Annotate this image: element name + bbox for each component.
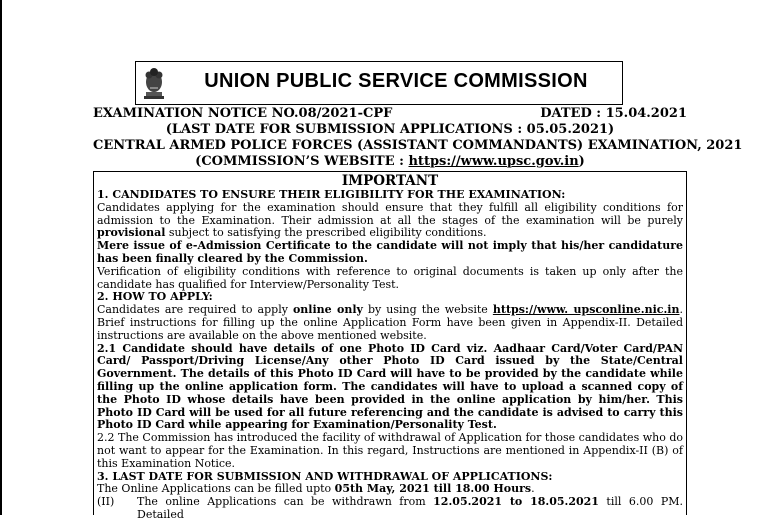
section-2-heading: 2. HOW TO APPLY: (97, 290, 213, 304)
important-section (93, 171, 687, 521)
important-title: IMPORTANT (341, 173, 439, 189)
website-line (93, 154, 687, 170)
commission-banner (135, 61, 623, 105)
state-emblem-icon (142, 65, 166, 101)
upsconline-link[interactable]: https://www. upsconline.nic.in (492, 303, 680, 317)
website-close: ) (578, 154, 585, 169)
notice-number: EXAMINATION NOTICE NO.08/2021-CPF (93, 106, 393, 121)
section-1-para-3: Verification of eligibility conditions with reference to original documents is taken up only after the candidate has qualified for Interview/Personality Test. (97, 264, 683, 291)
important-body (97, 189, 683, 522)
section-2-2: 2.2 The Commission has introduced the facility of withdrawal of Application for those candidates who do not want to appear for the Examination. In this regard, Instructions are mentioned in Appendix-II (B) of this Examination Notice. (97, 431, 683, 470)
section-1-para-1: Candidates applying for the examination should ensure that they fulfill all eligibility conditions for admission to the Examination. Their admission at all the stages of the examination will be purely provisional subject to satisfying the prescribed eligibility conditions. (97, 200, 683, 240)
last-date-line: (LAST DATE FOR SUBMISSION APPLICATIONS : 05.05.2021) (165, 122, 615, 137)
section-1-heading: 1. CANDIDATES TO ENSURE THEIR ELIGIBILITY FOR THE EXAMINATION: (97, 188, 566, 201)
section-1-para-2: Mere issue of e-Admission Certificate to the candidate will not imply that his/her candidature has been finally cleared by the Commission. (97, 239, 683, 265)
section-3-heading: 3. LAST DATE FOR SUBMISSION AND WITHDRAWAL OF APPLICATIONS: (97, 469, 553, 483)
website-link[interactable]: https://www.upsc.gov.in (408, 154, 579, 169)
section-3-para-1: The Online Applications can be filled upto 05th May, 2021 till 18.00 Hours. (97, 482, 535, 496)
section-2-1: 2.1 Candidate should have details of one Photo ID Card viz. Aadhaar Card/Voter Card/PAN Card/ Passport/Driving License/Any other Photo ID Card issued by the State/Central Government. The details of this Photo ID Card will have to be provided by the candidate while filling up the online application form. The candidates will have to upload a scanned copy of the Photo ID whose details have been provided in the online application by him/her. This Photo ID Card will be used for all future referencing and the candidate is advised to carry this Photo ID Card while appearing for Examination/Personality Test. (97, 341, 683, 432)
notice-date: DATED : 15.04.2021 (540, 106, 687, 121)
section-3-item-ii: (II) The online Applications can be withdrawn from 12.05.2021 to 18.05.2021 till 6.00 PM. Detailed (97, 495, 684, 521)
exam-title: CENTRAL ARMED POLICE FORCES (ASSISTANT COMMANDANTS) EXAMINATION, 2021 (93, 138, 743, 153)
page-edge-line (0, 0, 2, 515)
section-2-para-1: Candidates are required to apply online only by using the website https://www. upsconline.nic.in. Brief instructions for filling up the online Application Form have been given in Appendix-II. Detailed instructions are available on the above mentioned website. (97, 303, 683, 342)
website-label: (COMMISSION’S WEBSITE : (195, 154, 409, 169)
commission-name: UNION PUBLIC SERVICE COMMISSION (204, 70, 588, 92)
